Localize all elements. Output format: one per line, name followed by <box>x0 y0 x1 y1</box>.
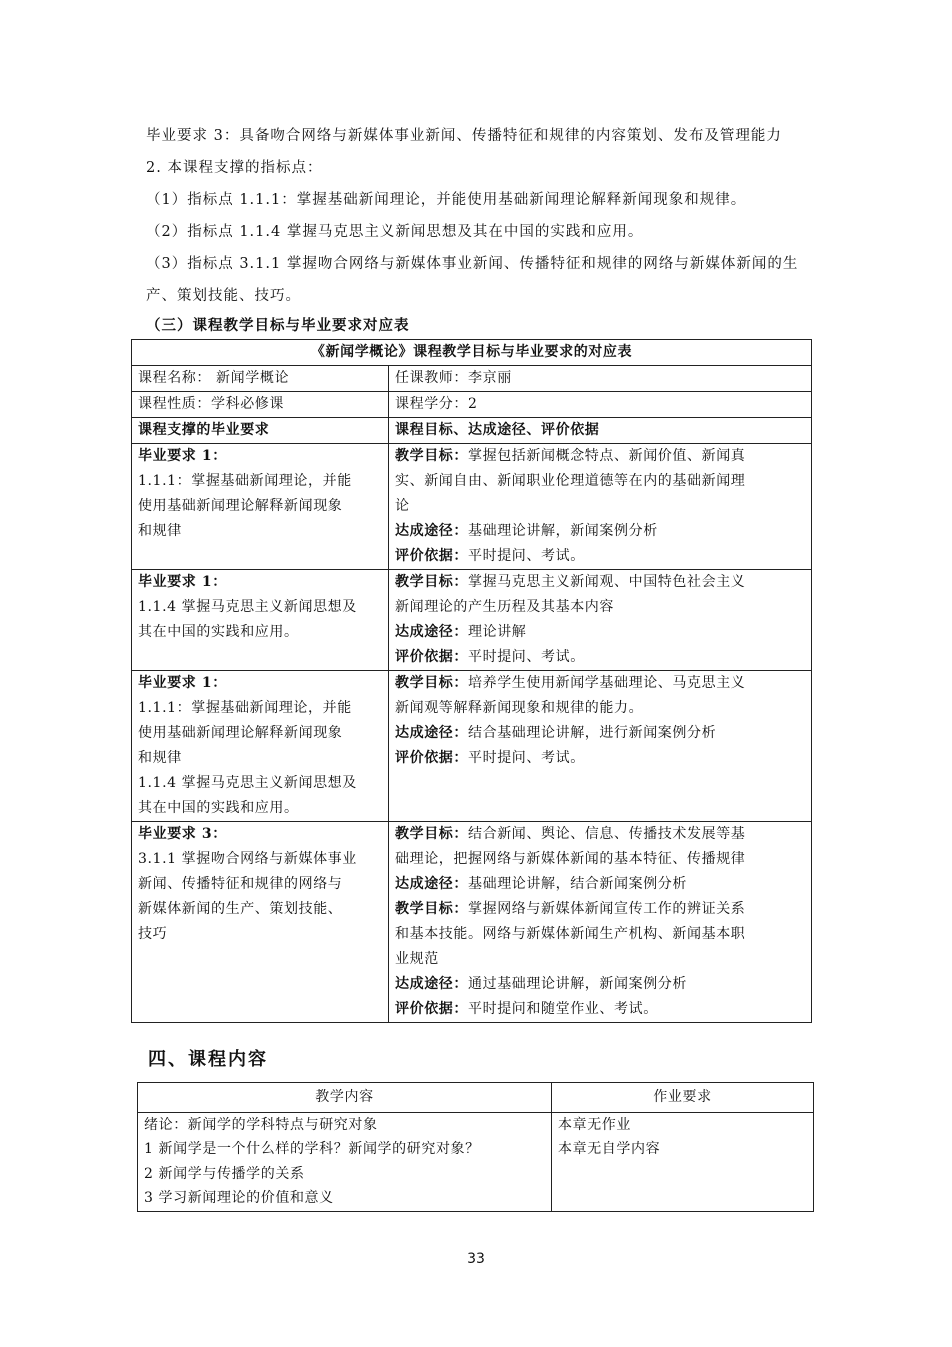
eval-text: 平时提问和随堂作业、考试。 <box>468 1001 658 1017</box>
goal-text: 培养学生使用新闻学基础理论、马克思主义 <box>468 675 746 691</box>
grad-req-text: 1.1.1：掌握基础新闻理论，并能 <box>138 700 352 716</box>
goals-cell <box>389 822 812 1023</box>
goal-text: 础理论，把握网络与新媒体新闻的基本特征、传播规律 <box>395 851 746 867</box>
goal-text: 业规范 <box>395 951 439 967</box>
goal-text: 实、新闻自由、新闻职业伦理道德等在内的基础新闻理 <box>395 473 746 489</box>
course-nature-cell: 课程性质：学科必修课 <box>132 392 389 418</box>
grad-req-text: 和规律 <box>138 523 182 539</box>
grad-req-text: 和规律 <box>138 750 182 766</box>
homework-cell <box>552 1112 814 1211</box>
path-text: 通过基础理论讲解，新闻案例分析 <box>468 976 687 992</box>
goal-text: 新闻观等解释新闻现象和规律的能力。 <box>395 700 644 716</box>
teacher-cell: 任课教师：李京丽 <box>389 366 812 392</box>
homework-line: 本章无自学内容 <box>558 1141 661 1157</box>
grad-req-text: 1.1.1：掌握基础新闻理论，并能 <box>138 473 352 489</box>
path-text: 基础理论讲解，新闻案例分析 <box>468 523 658 539</box>
grad-req-cell <box>132 671 389 822</box>
grad-req-title: 毕业要求 3： <box>138 826 227 842</box>
grad-req-text: 使用基础新闻理论解释新闻现象 <box>138 725 343 741</box>
goal-text: 掌握包括新闻概念特点、新闻价值、新闻真 <box>468 448 746 464</box>
grad-req-text: 3.1.1 掌握吻合网络与新媒体事业 <box>138 851 357 867</box>
mapping-table-caption: 《新闻学概论》课程教学目标与毕业要求的对应表 <box>132 340 812 366</box>
goal-text: 和基本技能。网络与新媒体新闻生产机构、新闻基本职 <box>395 926 746 942</box>
eval-text: 平时提问、考试。 <box>468 649 585 665</box>
eval-text: 平时提问、考试。 <box>468 750 585 766</box>
goal-text: 掌握网络与新媒体新闻宣传工作的辨证关系 <box>468 901 746 917</box>
header-grad-req: 课程支撑的毕业要求 <box>132 418 389 444</box>
goals-cell <box>389 671 812 822</box>
table-row <box>132 671 812 822</box>
grad-req-text: 新闻、传播特征和规律的网络与 <box>138 876 343 892</box>
grad-req-title: 毕业要求 1： <box>138 574 227 590</box>
goals-cell <box>389 444 812 570</box>
goal-text: 结合新闻、舆论、信息、传播技术发展等基 <box>468 826 746 842</box>
grad-req-title: 毕业要求 1： <box>138 675 227 691</box>
table-row <box>138 1112 814 1211</box>
eval-label: 评价依据： <box>395 750 468 766</box>
path-label: 达成途径： <box>395 624 468 640</box>
paragraph-indicator-1: （1）指标点 1.1.1：掌握基础新闻理论，并能使用基础新闻理论解释新闻现象和规律。 <box>146 192 747 208</box>
path-text: 理论讲解 <box>468 624 527 640</box>
path-label: 达成途径： <box>395 523 468 539</box>
goal-label: 教学目标： <box>395 675 468 691</box>
content-line: 1 新闻学是一个什么样的学科？新闻学的研究对象？ <box>144 1141 480 1157</box>
page-number: 33 <box>467 1251 485 1267</box>
eval-label: 评价依据： <box>395 1001 468 1017</box>
content-table <box>137 1082 814 1212</box>
eval-text: 平时提问、考试。 <box>468 548 585 564</box>
grad-req-cell <box>132 444 389 570</box>
grad-req-text: 技巧 <box>138 926 168 942</box>
goal-label: 教学目标： <box>395 826 468 842</box>
content-line: 绪论：新闻学的学科特点与研究对象 <box>144 1116 378 1133</box>
header-content: 教学内容 <box>138 1083 552 1113</box>
grad-req-title: 毕业要求 1： <box>138 448 227 464</box>
grad-req-text: 其在中国的实践和应用。 <box>138 624 299 640</box>
table-row <box>132 822 812 1023</box>
homework-line: 本章无作业 <box>558 1116 631 1133</box>
header-homework: 作业要求 <box>552 1083 814 1113</box>
grad-req-cell <box>132 822 389 1023</box>
paragraph-indicator-2: （2）指标点 1.1.4 掌握马克思主义新闻思想及其在中国的实践和应用。 <box>146 224 644 240</box>
path-label: 达成途径： <box>395 976 468 992</box>
table-row <box>132 570 812 671</box>
section-3-title: （三）课程教学目标与毕业要求对应表 <box>146 317 410 334</box>
content-line: 3 学习新闻理论的价值和意义 <box>144 1190 334 1206</box>
goal-text: 掌握马克思主义新闻观、中国特色社会主义 <box>468 574 746 590</box>
path-label: 达成途径： <box>395 725 468 741</box>
grad-req-text: 1.1.4 掌握马克思主义新闻思想及 <box>138 599 357 615</box>
path-text: 结合基础理论讲解，进行新闻案例分析 <box>468 725 717 741</box>
path-text: 基础理论讲解，结合新闻案例分析 <box>468 876 687 892</box>
section-4-title: 四、课程内容 <box>148 1049 268 1070</box>
goal-label: 教学目标： <box>395 448 468 464</box>
mapping-table <box>131 339 812 1023</box>
grad-req-text: 使用基础新闻理论解释新闻现象 <box>138 498 343 514</box>
paragraph-indicator-heading: 2. 本课程支撑的指标点： <box>146 160 323 176</box>
paragraph-indicator-3-cont: 产、策划技能、技巧。 <box>146 288 301 304</box>
path-label: 达成途径： <box>395 876 468 892</box>
goals-cell <box>389 570 812 671</box>
grad-req-cell <box>132 570 389 671</box>
goal-label: 教学目标： <box>395 574 468 590</box>
goal-text: 新闻理论的产生历程及其基本内容 <box>395 599 614 615</box>
goal-text: 论 <box>395 498 410 514</box>
eval-label: 评价依据： <box>395 548 468 564</box>
course-credits-cell: 课程学分：2 <box>389 392 812 418</box>
content-line: 2 新闻学与传播学的关系 <box>144 1165 305 1182</box>
header-goals: 课程目标、达成途径、评价依据 <box>389 418 812 444</box>
grad-req-text: 新媒体新闻的生产、策划技能、 <box>138 901 343 917</box>
paragraph-indicator-3: （3）指标点 3.1.1 掌握吻合网络与新媒体事业新闻、传播特征和规律的网络与新媒体新闻的生 <box>146 256 799 272</box>
course-name-cell: 课程名称： 新闻学概论 <box>132 366 389 392</box>
goal-label: 教学目标： <box>395 901 468 917</box>
grad-req-text: 1.1.4 掌握马克思主义新闻思想及 <box>138 775 357 791</box>
eval-label: 评价依据： <box>395 649 468 665</box>
grad-req-text: 其在中国的实践和应用。 <box>138 800 299 816</box>
table-row <box>132 444 812 570</box>
content-cell <box>138 1112 552 1211</box>
paragraph-grad-req-3: 毕业要求 3：具备吻合网络与新媒体事业新闻、传播特征和规律的内容策划、发布及管理能力 <box>146 128 782 144</box>
